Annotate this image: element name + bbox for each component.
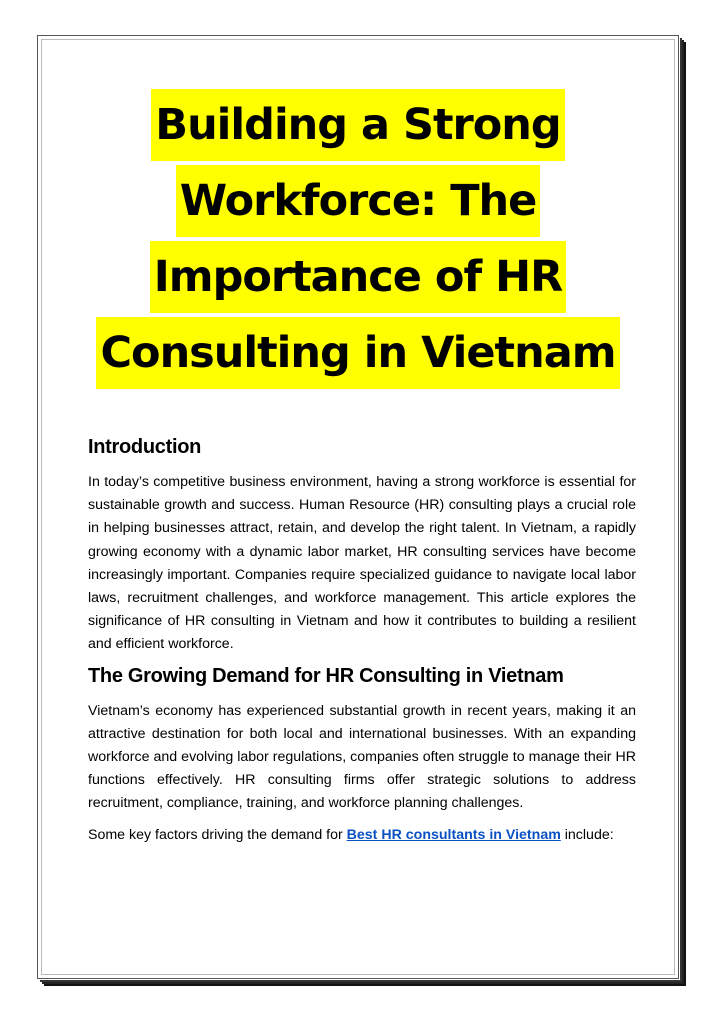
demand-paragraph: Vietnam’s economy has experienced substantial growth in recent years, making it an attractive destination for both local and international businesses. With an expanding workforce and evolving labor regulations, companies often struggle to manage their HR functions effectively. HR consulting firms offer strategic solutions to address recruitment, compliance, training, and workforce planning challenges. bbox=[88, 702, 636, 812]
demand-heading: The Growing Demand for HR Consulting in Vietnam bbox=[88, 664, 564, 687]
factors-paragraph bbox=[88, 824, 636, 847]
article-body bbox=[88, 436, 636, 855]
document-title bbox=[78, 89, 638, 393]
intro-heading: Introduction bbox=[88, 436, 202, 458]
document-page bbox=[37, 35, 679, 979]
title-line-3: Importance of HR bbox=[150, 241, 566, 313]
title-line-2: Workforce: The bbox=[176, 165, 541, 237]
best-hr-consultants-link[interactable]: Best HR consultants in Vietnam bbox=[346, 826, 561, 843]
title-line-1: Building a Strong bbox=[151, 89, 564, 161]
title-line-4: Consulting in Vietnam bbox=[96, 317, 619, 389]
intro-paragraph: In today’s competitive business environment, having a strong workforce is essential for sustainable growth and success. Human Resource (HR) consulting plays a crucial role in helping businesses attract, retain, and develop the right talent. In Vietnam, a rapidly growing economy with a dynamic labor market, HR consulting services have become increasingly important. Companies require specialized guidance to navigate local labor laws, recruitment challenges, and workforce management. This article explores the significance of HR consulting in Vietnam and how it contributes to building a resilient and efficient workforce. bbox=[88, 474, 636, 653]
factors-suffix: include: bbox=[560, 826, 614, 843]
factors-prefix: Some key factors driving the demand for bbox=[88, 826, 347, 843]
